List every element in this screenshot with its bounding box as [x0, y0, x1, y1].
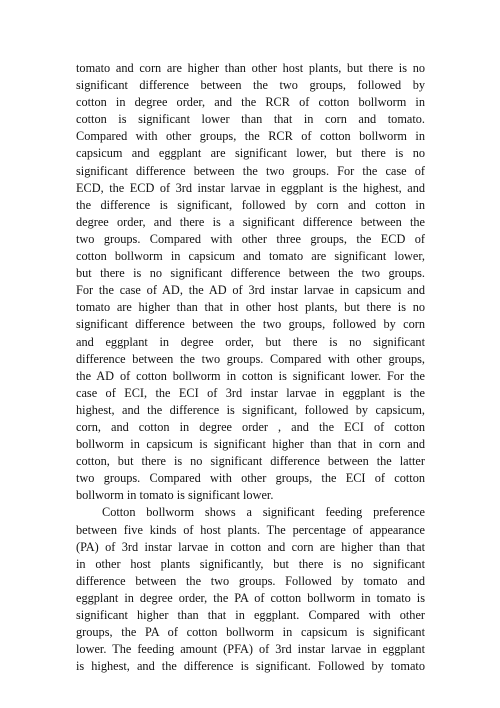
- text-line: is highest, and the difference is significant. Followed by tomato: [76, 659, 425, 674]
- text-line: lower. The feeding amount (PFA) of 3rd instar larvae in eggplant: [76, 642, 425, 657]
- text-line: bollworm in tomato is significant lower.: [76, 488, 274, 503]
- paragraph-1: [76, 60, 425, 504]
- text-line: tomato are higher than that in other host plants, but there is no: [76, 300, 425, 315]
- text-line: the AD of cotton bollworm in cotton is significant lower. For the: [76, 368, 425, 383]
- text-line: two groups. Compared with other groups, the ECI of cotton: [76, 471, 425, 486]
- text-line: capsicum and eggplant are significant lower, but there is no: [76, 146, 425, 161]
- text-line: two groups. Compared with other three groups, the ECD of: [76, 231, 425, 246]
- text-line: cotton in degree order, and the RCR of cotton bollworm in: [76, 95, 425, 110]
- paragraph-2: [76, 504, 425, 675]
- body-text: [76, 60, 425, 675]
- text-line: difference between the two groups. Compared with other groups,: [76, 351, 425, 366]
- text-line: between five kinds of host plants. The percentage of appearance: [76, 522, 425, 537]
- text-line: but there is no significant difference between the two groups.: [76, 266, 425, 281]
- text-line: in other host plants significantly, but there is no significant: [76, 556, 425, 571]
- text-line: Cotton bollworm shows a significant feeding preference: [102, 505, 425, 520]
- text-line: ECD, the ECD of 3rd instar larvae in eggplant is the highest, and: [76, 180, 425, 195]
- text-line: degree order, and there is a significant difference between the: [76, 214, 425, 229]
- text-line: significant difference between the two groups, followed by: [76, 78, 425, 93]
- text-line: significant higher than that in eggplant. Compared with other: [76, 608, 425, 622]
- text-line: Compared with other groups, the RCR of cotton bollworm in: [76, 129, 425, 144]
- text-line: significant difference between the two groups, followed by corn: [76, 317, 425, 332]
- text-line: cotton is significant lower than that in corn and tomato.: [76, 112, 425, 127]
- text-line: For the case of AD, the AD of 3rd instar larvae in capsicum and: [76, 283, 425, 298]
- text-line: bollworm in capsicum is significant higher than that in corn and: [76, 437, 425, 452]
- text-line: eggplant in degree order, the PA of cotton bollworm in tomato is: [76, 590, 425, 605]
- text-line: tomato and corn are higher than other host plants, but there is no: [76, 61, 425, 75]
- text-line: (PA) of 3rd instar larvae in cotton and corn are higher than that: [76, 539, 425, 554]
- text-line: difference between the two groups. Followed by tomato and: [76, 573, 425, 588]
- text-line: highest, and the difference is significant, followed by capsicum,: [76, 402, 425, 417]
- text-line: cotton, but there is no significant difference between the latter: [76, 454, 425, 469]
- text-line: significant difference between the two groups. For the case of: [76, 163, 425, 178]
- text-line: cotton bollworm in capsicum and tomato are significant lower,: [76, 249, 425, 264]
- text-line: case of ECI, the ECI of 3rd instar larvae in eggplant is the: [76, 385, 425, 400]
- text-line: corn, and cotton in degree order , and the ECI of cotton: [76, 419, 425, 434]
- text-line: the difference is significant, followed by corn and cotton in: [76, 197, 425, 212]
- text-line: groups, the PA of cotton bollworm in capsicum is significant: [76, 625, 425, 640]
- text-line: and eggplant in degree order, but there is no significant: [76, 334, 425, 349]
